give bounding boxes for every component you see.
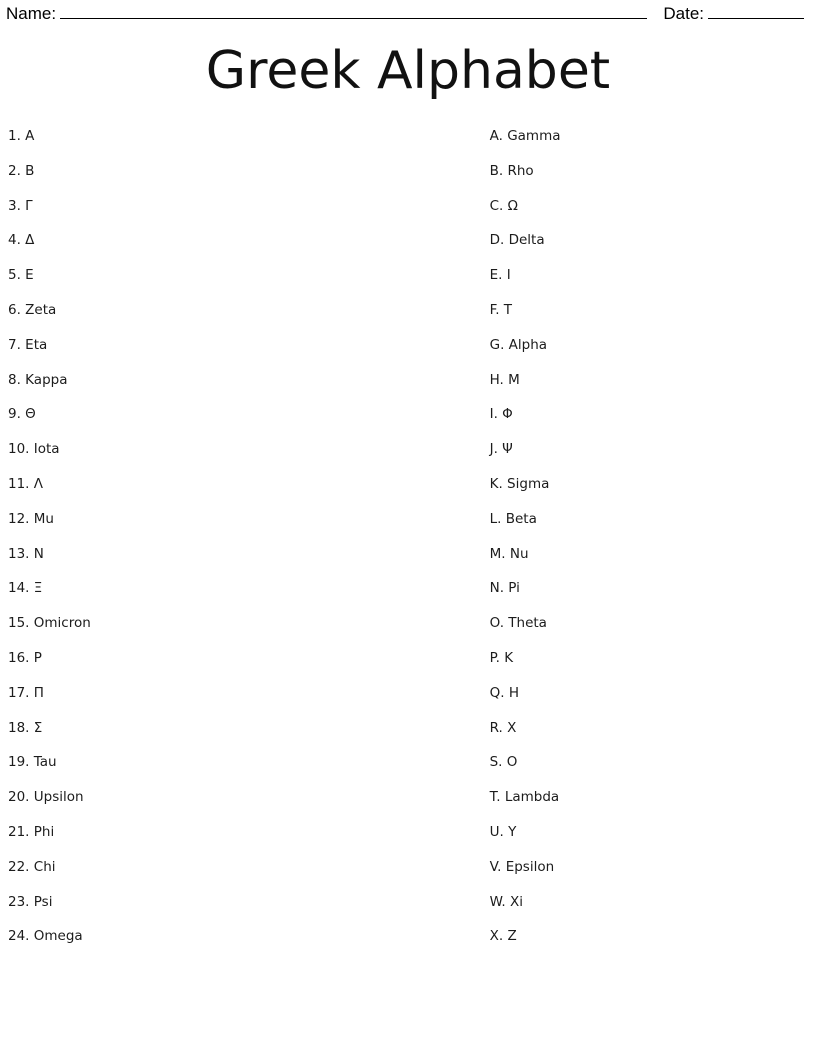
list-item-label: Sigma	[502, 475, 550, 492]
list-item[interactable]	[490, 580, 810, 615]
list-item-label: Ε	[20, 267, 34, 284]
list-item[interactable]	[8, 163, 488, 198]
list-item-label: Χ	[502, 719, 517, 736]
list-item-label: Δ	[20, 232, 35, 249]
list-item-marker: T.	[489, 789, 501, 806]
list-item[interactable]	[8, 824, 488, 859]
list-item[interactable]	[490, 406, 810, 441]
list-item-marker: 16.	[8, 649, 30, 666]
list-item-marker: C.	[489, 197, 504, 214]
list-item-label: Epsilon	[501, 858, 555, 875]
list-item-label: Υ	[503, 823, 517, 840]
list-item-marker: 2.	[8, 162, 21, 179]
list-item-marker: R.	[489, 719, 503, 736]
list-item-marker: H.	[489, 371, 504, 388]
list-item-label: Chi	[29, 858, 56, 875]
list-item-label: Κ	[499, 649, 514, 666]
list-item[interactable]	[8, 789, 488, 824]
list-item-label: Λ	[29, 475, 44, 492]
list-item-label: Ψ	[497, 441, 513, 458]
list-item-label: Theta	[503, 615, 547, 632]
list-item[interactable]	[490, 128, 810, 163]
date-label: Date:	[663, 4, 704, 23]
list-item-label: Γ	[20, 197, 33, 214]
list-item[interactable]	[8, 372, 488, 407]
list-item-marker: 24.	[8, 928, 30, 945]
list-item-marker: 6.	[8, 301, 21, 318]
list-item-label: Μ	[503, 371, 520, 388]
list-item[interactable]	[8, 267, 488, 302]
header-row	[4, 0, 812, 24]
list-item[interactable]	[490, 476, 810, 511]
page-title: Greek Alphabet	[205, 41, 611, 101]
list-item[interactable]	[8, 232, 488, 267]
list-item[interactable]	[8, 546, 488, 581]
list-item-label: Phi	[29, 823, 55, 840]
list-item[interactable]	[8, 128, 488, 163]
list-item-label: Xi	[505, 893, 523, 910]
list-item-marker: 12.	[8, 510, 30, 527]
list-item[interactable]	[8, 476, 488, 511]
list-item[interactable]	[8, 302, 488, 337]
list-item-marker: B.	[489, 162, 504, 179]
list-item-marker: 18.	[8, 719, 30, 736]
list-item-label: Rho	[503, 162, 534, 179]
list-item-marker: D.	[489, 232, 505, 249]
list-item[interactable]	[8, 198, 488, 233]
list-item-marker: I.	[489, 406, 498, 423]
list-item-label: Tau	[29, 754, 57, 771]
list-item[interactable]	[8, 580, 488, 615]
list-item-marker: N.	[489, 580, 504, 597]
list-item-marker: L.	[489, 510, 502, 527]
list-item-label: Ο	[502, 754, 518, 771]
list-item[interactable]	[8, 685, 488, 720]
list-item-label: Θ	[20, 406, 36, 423]
list-item[interactable]	[8, 720, 488, 755]
list-item-label: Ξ	[29, 580, 43, 597]
list-item-marker: 17.	[8, 684, 30, 701]
list-item-label: Pi	[504, 580, 520, 597]
list-item[interactable]	[490, 267, 810, 302]
list-item-marker: 5.	[8, 267, 21, 284]
list-item-marker: 4.	[8, 232, 21, 249]
list-item-marker: S.	[489, 754, 503, 771]
list-item[interactable]	[8, 754, 488, 789]
list-item-marker: 19.	[8, 754, 30, 771]
list-item-label: Ω	[503, 197, 518, 214]
list-item-marker: 8.	[8, 371, 21, 388]
list-item-marker: 3.	[8, 197, 21, 214]
list-item[interactable]	[490, 511, 810, 546]
list-item[interactable]	[490, 754, 810, 789]
list-item-marker: 9.	[8, 406, 21, 423]
list-item-marker: 22.	[8, 858, 30, 875]
date-field	[663, 4, 804, 24]
list-item-marker: 21.	[8, 823, 30, 840]
list-item[interactable]	[490, 441, 810, 476]
list-item-label: Nu	[505, 545, 529, 562]
list-item-label: Π	[29, 684, 44, 701]
list-item-label: Β	[20, 162, 35, 179]
list-item[interactable]	[490, 894, 810, 929]
list-item[interactable]	[490, 546, 810, 581]
list-item-marker: 14.	[8, 580, 30, 597]
list-item-label: Upsilon	[29, 789, 84, 806]
list-item[interactable]	[8, 650, 488, 685]
list-item-marker: M.	[489, 545, 506, 562]
list-item-marker: 13.	[8, 545, 30, 562]
list-item-label: Ρ	[29, 649, 42, 666]
list-item-label: Kappa	[20, 371, 68, 388]
list-item-label: Lambda	[500, 789, 560, 806]
list-item-label: Psi	[29, 893, 53, 910]
list-item[interactable]	[490, 198, 810, 233]
list-item[interactable]	[8, 894, 488, 929]
list-item-label: Omega	[29, 928, 83, 945]
name-write-line[interactable]	[60, 4, 647, 19]
list-item-marker: 11.	[8, 475, 30, 492]
list-item-label: Ι	[502, 267, 511, 284]
list-item[interactable]	[8, 441, 488, 476]
list-item[interactable]	[490, 859, 810, 894]
list-item[interactable]	[490, 789, 810, 824]
list-item-label: Α	[20, 128, 35, 144]
list-item-marker: K.	[489, 475, 503, 492]
list-item-marker: 20.	[8, 789, 30, 806]
list-item-marker: P.	[489, 649, 500, 666]
list-item-label: Alpha	[504, 336, 548, 353]
list-item[interactable]	[490, 720, 810, 755]
list-item-label: Iota	[29, 441, 60, 458]
list-item[interactable]	[490, 302, 810, 337]
list-item-label: Gamma	[502, 128, 561, 144]
list-item-marker: E.	[489, 267, 503, 284]
list-item[interactable]	[490, 372, 810, 407]
list-item-marker: Q.	[489, 684, 505, 701]
list-item[interactable]	[8, 406, 488, 441]
list-item-label: Ζ	[503, 928, 517, 945]
list-item-label: Beta	[501, 510, 537, 527]
list-item[interactable]	[490, 928, 810, 963]
list-item[interactable]	[8, 615, 488, 650]
list-item-marker: X.	[489, 928, 504, 945]
list-item-marker: A.	[489, 128, 503, 144]
list-item[interactable]	[490, 337, 810, 372]
matching-columns	[4, 128, 812, 963]
list-item-marker: V.	[489, 858, 502, 875]
list-item[interactable]	[490, 824, 810, 859]
right-column	[488, 128, 810, 963]
list-item-marker: J.	[489, 441, 498, 458]
list-item-label: Μu	[29, 510, 54, 527]
list-item-marker: U.	[489, 823, 504, 840]
list-item-marker: O.	[489, 615, 504, 632]
list-item[interactable]	[490, 615, 810, 650]
name-label: Name:	[6, 4, 57, 23]
list-item-label: Ν	[29, 545, 44, 562]
list-item-marker: 10.	[8, 441, 30, 458]
list-item-marker: 23.	[8, 893, 30, 910]
list-item[interactable]	[8, 511, 488, 546]
list-item-label: Zeta	[20, 301, 57, 318]
list-item-label: Eta	[20, 336, 48, 353]
list-item[interactable]	[8, 337, 488, 372]
list-item[interactable]	[8, 859, 488, 894]
list-item-label: Delta	[504, 232, 545, 249]
list-item-marker: G.	[489, 336, 505, 353]
list-item[interactable]	[8, 928, 488, 963]
list-item-marker: 1.	[8, 128, 21, 144]
list-item-marker: 15.	[8, 615, 30, 632]
list-item-marker: F.	[489, 301, 500, 318]
list-item-label: Τ	[499, 301, 513, 318]
list-item-marker: 7.	[8, 336, 21, 353]
list-item-label: Σ	[29, 719, 43, 736]
list-item-label: Omicron	[29, 615, 91, 632]
name-field	[6, 4, 647, 24]
list-item[interactable]	[490, 163, 810, 198]
list-item[interactable]	[490, 685, 810, 720]
list-item[interactable]	[490, 650, 810, 685]
list-item-label: Η	[504, 684, 519, 701]
left-column	[6, 128, 488, 963]
date-write-line[interactable]	[708, 4, 804, 19]
list-item[interactable]	[490, 232, 810, 267]
list-item-marker: W.	[489, 893, 506, 910]
list-item-label: Φ	[497, 406, 513, 423]
